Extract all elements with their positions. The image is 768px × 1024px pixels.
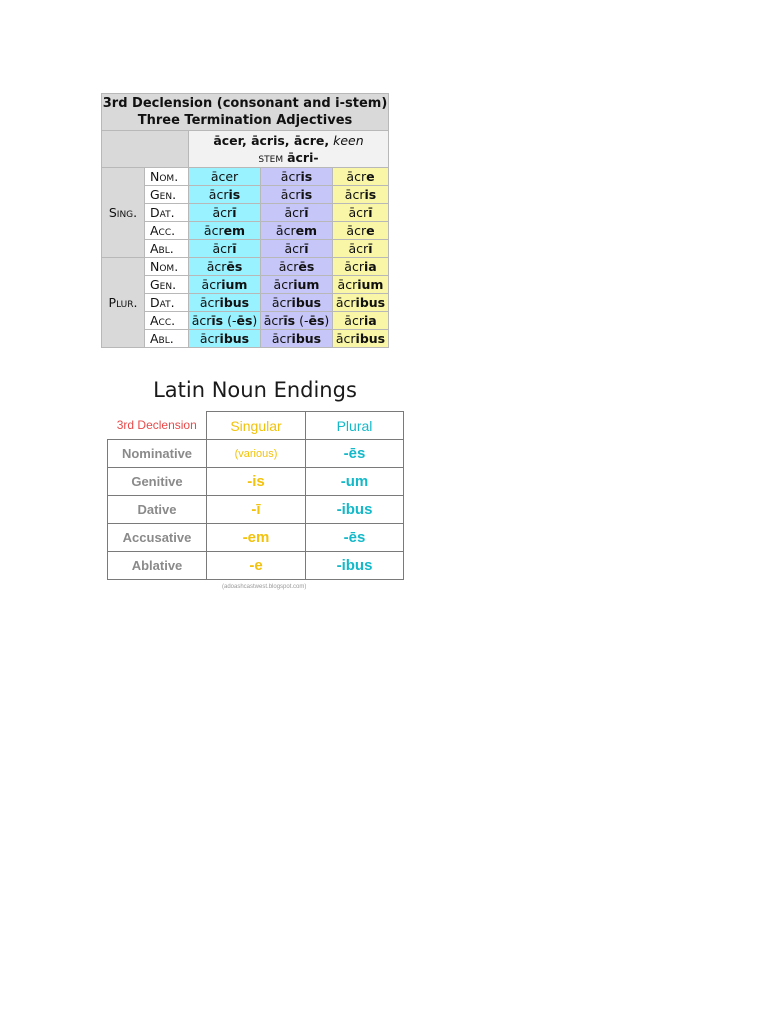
masculine-form: ācris [189, 186, 261, 204]
neuter-form: ācria [333, 258, 389, 276]
case-name: Genitive [108, 468, 207, 496]
adjective-header [189, 131, 389, 168]
case-label: Gen. [145, 276, 189, 294]
paradigm-row [102, 186, 389, 204]
feminine-form: ācrēs [261, 258, 333, 276]
case-label: Dat. [145, 204, 189, 222]
declension-label: 3rd Declension [108, 412, 207, 440]
feminine-form: ācrīs (-ēs) [261, 312, 333, 330]
masculine-form: ācrem [189, 222, 261, 240]
feminine-form: ācrī [261, 240, 333, 258]
masculine-form: ācribus [189, 330, 261, 348]
plural-ending: -ēs [306, 524, 404, 552]
plural-ending: -um [306, 468, 404, 496]
neuter-form: ācrī [333, 204, 389, 222]
source-caption: (adoashcastwest.blogspot.com) [222, 584, 307, 590]
plural-ending: -ēs [306, 440, 404, 468]
ending-row [108, 496, 404, 524]
paradigm-row [102, 312, 389, 330]
header-blank-cell [102, 131, 189, 168]
paradigm-row [102, 168, 389, 186]
masculine-form: ācrēs [189, 258, 261, 276]
feminine-form: ācrium [261, 276, 333, 294]
paradigm-row [102, 294, 389, 312]
stem-label: stem [258, 150, 284, 165]
case-label: Gen. [145, 186, 189, 204]
feminine-form: ācrī [261, 204, 333, 222]
title-line-2: Three Termination Adjectives [137, 113, 353, 128]
paradigm-row [102, 204, 389, 222]
case-name: Accusative [108, 524, 207, 552]
paradigm-row [102, 222, 389, 240]
case-label: Nom. [145, 168, 189, 186]
masculine-form: ācrī [189, 204, 261, 222]
neuter-form: ācris [333, 186, 389, 204]
neuter-form: ācrī [333, 240, 389, 258]
case-label: Acc. [145, 312, 189, 330]
masculine-form: ācrī [189, 240, 261, 258]
singular-ending: -ī [207, 496, 306, 524]
case-name: Ablative [108, 552, 207, 580]
case-name: Nominative [108, 440, 207, 468]
case-label: Abl. [145, 330, 189, 348]
case-label: Acc. [145, 222, 189, 240]
adjective-table-title [102, 94, 389, 131]
neuter-form: ācribus [333, 330, 389, 348]
masculine-form: ācer [189, 168, 261, 186]
ending-row [108, 524, 404, 552]
plural-label: Plur. [102, 258, 145, 348]
masculine-form: ācrīs (-ēs) [189, 312, 261, 330]
paradigm-row [102, 258, 389, 276]
case-label: Dat. [145, 294, 189, 312]
plural-ending: -ibus [306, 552, 404, 580]
header-meaning: keen [333, 133, 364, 148]
case-label: Nom. [145, 258, 189, 276]
feminine-form: ācrem [261, 222, 333, 240]
neuter-form: ācria [333, 312, 389, 330]
plural-ending: -ibus [306, 496, 404, 524]
noun-endings-table [107, 411, 404, 580]
paradigm-row [102, 240, 389, 258]
singular-ending: -is [207, 468, 306, 496]
feminine-form: ācribus [261, 330, 333, 348]
ending-row [108, 552, 404, 580]
paradigm-row [102, 276, 389, 294]
neuter-form: ācribus [333, 294, 389, 312]
masculine-form: ācrium [189, 276, 261, 294]
singular-label: Sing. [102, 168, 145, 258]
singular-ending: -e [207, 552, 306, 580]
stem-value: ācri- [287, 150, 319, 165]
feminine-form: ācris [261, 168, 333, 186]
ending-row [108, 440, 404, 468]
singular-ending: (various) [207, 440, 306, 468]
header-forms: ācer, ācris, ācre, [213, 133, 330, 148]
case-name: Dative [108, 496, 207, 524]
singular-ending: -em [207, 524, 306, 552]
masculine-form: ācribus [189, 294, 261, 312]
title-line-1: 3rd Declension (consonant and i-stem) [102, 96, 388, 111]
noun-endings-title: Latin Noun Endings [153, 378, 357, 402]
adjective-declension-table [101, 93, 389, 348]
case-label: Abl. [145, 240, 189, 258]
singular-header: Singular [207, 412, 306, 440]
plural-header: Plural [306, 412, 404, 440]
neuter-form: ācre [333, 222, 389, 240]
neuter-form: ācre [333, 168, 389, 186]
ending-row [108, 468, 404, 496]
feminine-form: ācribus [261, 294, 333, 312]
paradigm-row [102, 330, 389, 348]
feminine-form: ācris [261, 186, 333, 204]
neuter-form: ācrium [333, 276, 389, 294]
